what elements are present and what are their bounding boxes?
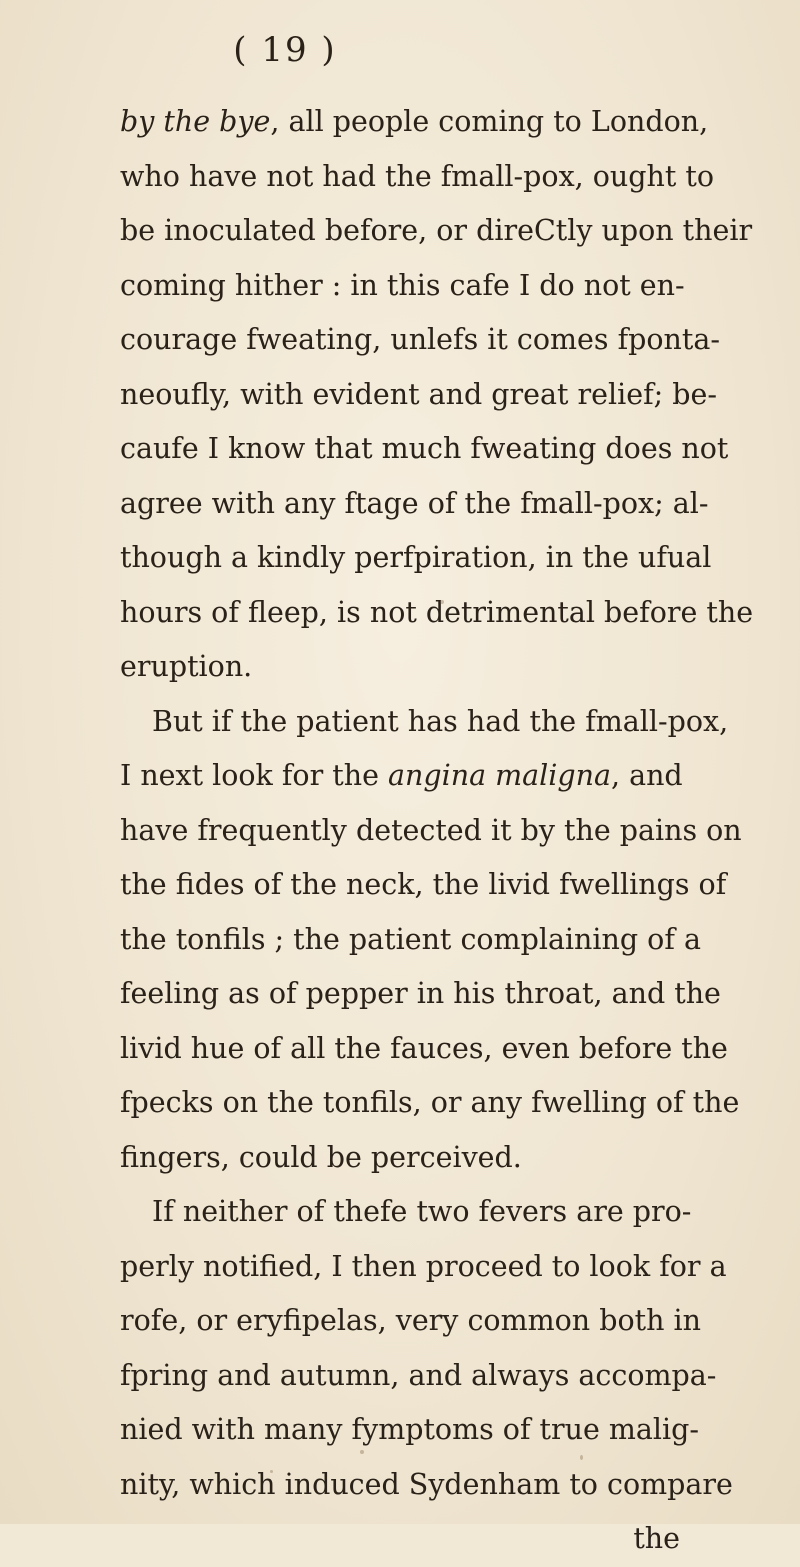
catchword: the (633, 1522, 680, 1555)
text-line: nity, which induced Sydenham to compare (120, 1467, 733, 1501)
text-line-paragraph-end: fingers, could be perceived. (120, 1140, 522, 1174)
text-line-paragraph-start: But if the patient has had the fmall-pox, (152, 704, 729, 738)
text-line-paragraph-end: eruption. (120, 650, 253, 683)
foxing-spot (440, 600, 444, 604)
text-line: rofe, or eryfipelas, very common both in (120, 1304, 701, 1337)
text-line: hours of fleep, is not detrimental before the (120, 595, 754, 629)
text-line: the fides of the neck, the livid fwellings of (120, 868, 727, 901)
text-line: courage fweating, unlefs it comes fponta- (120, 323, 720, 356)
text-line: fpring and autumn, and always accompa- (120, 1358, 717, 1392)
body-text (120, 95, 754, 1567)
text-line: by the bye, all people coming to London, (120, 105, 709, 138)
foxing-spot (360, 1450, 364, 1454)
text-line: livid hue of all the fauces, even before the (120, 1031, 728, 1065)
text-line: coming hither : in this cafe I do not en- (120, 268, 685, 302)
text-line-paragraph-start: If neither of thefe two fevers are pro- (152, 1195, 692, 1228)
foxing-spot (580, 1455, 583, 1460)
text-line: though a kindly perfpiration, in the ufual (120, 541, 712, 574)
text-line: I next look for the angina maligna, and (120, 759, 683, 792)
foxing-spot (270, 1470, 273, 1473)
text-line: nied with many fymptoms of true malig- (120, 1413, 700, 1446)
page-number: ( 19 ) (233, 30, 337, 70)
text-line: be inoculated before, or direCtly upon their (120, 214, 753, 247)
text-line: caufe I know that much fweating does not (120, 432, 729, 465)
text-line: perly notified, I then proceed to look for a (120, 1249, 727, 1283)
text-line: fpecks on the tonfils, or any fwelling of the (120, 1086, 740, 1119)
text-line: feeling as of pepper in his throat, and the (120, 977, 721, 1010)
text-line: the tonfils ; the patient complaining of a (120, 922, 701, 956)
text-line: who have not had the fmall-pox, ought to (120, 159, 715, 193)
text-line: neoufly, with evident and great relief; be- (120, 377, 718, 411)
text-line: agree with any ftage of the fmall-pox; al- (120, 486, 709, 520)
text-line: have frequently detected it by the pains on (120, 813, 742, 847)
